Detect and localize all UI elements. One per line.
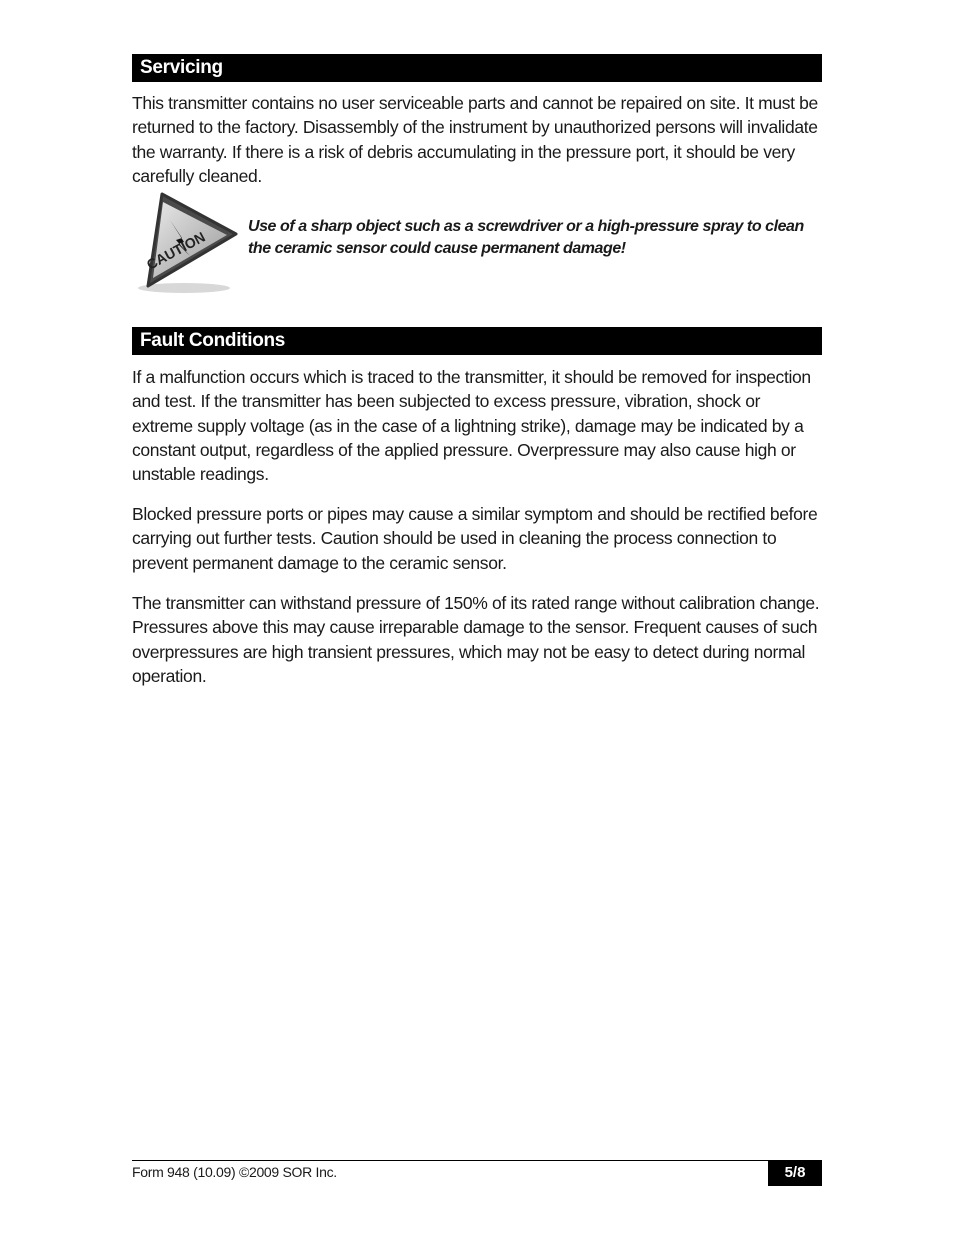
fault-paragraph-3: The transmitter can withstand pressure of 150% of its rated range without calibration change. Pressures above this may cause irreparable damage to the sensor. Frequent causes of such overpressures are high transient pressures, which may not be easy to detect during normal operation. [132,593,820,686]
footer-form-text: Form 948 (10.09) ©2009 SOR Inc. [132,1164,337,1180]
caution-text: Use of a sharp object such as a screwdriver or a high-pressure spray to clean the ceramic sensor could cause permanent damage! [248,218,804,257]
caution-triangle-lightning-icon [132,190,242,295]
section-title-servicing: Servicing [132,54,822,82]
servicing-paragraph: This transmitter contains no user serviceable parts and cannot be repaired on site. It must be returned to the factory. Disassembly of the instrument by unauthorized persons will invalidate the warranty. If there is a risk of debris accumulating in the pressure port, it should be very carefully cleaned. [132,93,818,186]
fault-paragraph-1: If a malfunction occurs which is traced to the transmitter, it should be removed for inspection and test. If the transmitter has been subjected to excess pressure, vibration, shock or extreme supply voltage (as in the case of a lightning strike), damage may be indicated by a constant output, regardless of the applied pressure. Overpressure may also cause high or unstable readings. [132,367,811,485]
page-number-badge: 5/8 [768,1160,822,1186]
caution-icon-label: CAUTION [143,228,208,273]
section-title-fault-conditions: Fault Conditions [132,327,822,355]
footer-rule [132,1160,822,1161]
fault-paragraph-2: Blocked pressure ports or pipes may cause a similar symptom and should be rectified before carrying out further tests. Caution should be used in cleaning the process connection to prevent permanent damage to the ceramic sensor. [132,504,818,573]
